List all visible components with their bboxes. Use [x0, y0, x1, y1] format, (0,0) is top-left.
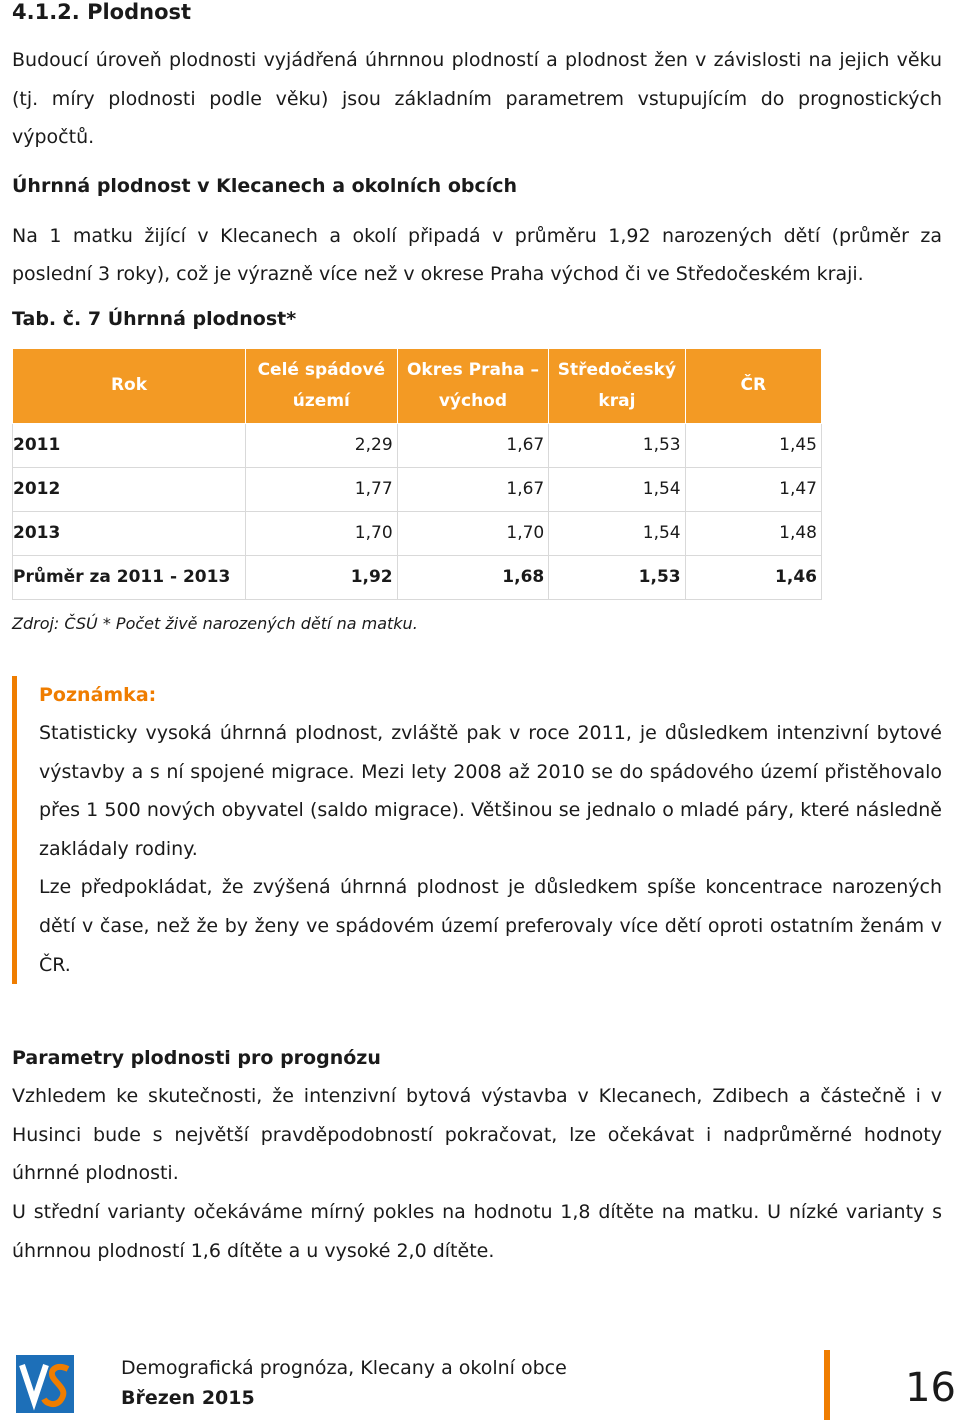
- table-cell: 1,54: [549, 511, 685, 555]
- table-row-average: [13, 555, 822, 599]
- table-header-row: [13, 348, 822, 423]
- page-number: 16: [905, 1365, 956, 1411]
- note-label: Poznámka:: [39, 683, 157, 706]
- note-paragraph-2: Lze předpokládat, že zvýšená úhrnná plodnost je důsledkem spíše koncentrace narozených dětí v čase, než že by ženy ve spádovém území preferovaly více dětí oproti ostatním ženám v ČR.: [39, 876, 942, 976]
- header-stredocesky-kraj: Středočeský kraj: [549, 348, 685, 423]
- fertility-table: [12, 348, 822, 600]
- table-cell: 1,68: [397, 555, 549, 599]
- table-row: [13, 511, 822, 555]
- table-cell: 1,67: [397, 423, 549, 467]
- table-row: [13, 423, 822, 467]
- table-cell: 1,47: [685, 467, 821, 511]
- footer-date: Březen 2015: [121, 1387, 255, 1409]
- table-cell: 1,67: [397, 467, 549, 511]
- page-footer: [0, 1345, 960, 1423]
- table-row: [13, 467, 822, 511]
- table-cell: 1,48: [685, 511, 821, 555]
- table-cell: 1,92: [246, 555, 398, 599]
- subheading-parameters: Parametry plodnosti pro prognózu: [12, 1047, 381, 1070]
- table-cell-year: 2011: [13, 423, 246, 467]
- table-cell: 1,53: [549, 555, 685, 599]
- parameters-paragraph-2: U střední varianty očekáváme mírný pokles na hodnotu 1,8 dítěte na matku. U nízké varianty s úhrnnou plodností 1,6 dítěte a u vysoké 2,0 dítěte.: [12, 1200, 942, 1262]
- parameters-paragraph-1: Vzhledem ke skutečnosti, že intenzivní bytová výstavba v Klecanech, Zdibech a částečně i v Husinci bude s největší pravděpodobností pokračovat, lze očekávat i nadprůměrné hodnoty úhrnné plodnosti.: [12, 1085, 942, 1185]
- header-spadove-uzemi: Celé spádové území: [246, 348, 398, 423]
- table-cell: 1,70: [397, 511, 549, 555]
- note-box: [12, 676, 942, 984]
- note-paragraph-1: Statisticky vysoká úhrnná plodnost, zvláště pak v roce 2011, je důsledkem intenzivní bytové výstavby a s ní spojené migrace. Mezi lety 2008 až 2010 se do spádového území přistěhovalo přes 1 500 nových obyvatel (saldo migrace). Většinou se jednalo o mladé páry, které následně zakládaly rodiny.: [39, 721, 942, 860]
- vs-logo-icon: [16, 1355, 74, 1413]
- header-okres-praha-vychod: Okres Praha – východ: [397, 348, 549, 423]
- document-page: [12, 0, 942, 1270]
- header-cr: ČR: [685, 348, 821, 423]
- fertility-paragraph: Na 1 matku žijící v Klecanech a okolí připadá v průměru 1,92 narozených dětí (průměr za poslední 3 roky), což je výrazně více než v okrese Praha východ či ve Středočeském kraji.: [12, 224, 942, 286]
- table-cell-year: 2012: [13, 467, 246, 511]
- table-cell: 1,45: [685, 423, 821, 467]
- table-source-note: Zdroj: ČSÚ * Počet živě narozených dětí na matku.: [12, 613, 418, 633]
- table-cell: 1,46: [685, 555, 821, 599]
- table-cell: 1,53: [549, 423, 685, 467]
- footer-document-title: Demografická prognóza, Klecany a okolní obce: [121, 1357, 567, 1379]
- table-cell: 1,70: [246, 511, 398, 555]
- footer-accent-rule: [824, 1350, 830, 1420]
- table-cell: 1,77: [246, 467, 398, 511]
- note-accent-bar: [12, 676, 17, 984]
- section-title: 4.1.2. Plodnost: [12, 0, 192, 24]
- intro-paragraph: Budoucí úroveň plodnosti vyjádřená úhrnnou plodností a plodnost žen v závislosti na jejich věku (tj. míry plodnosti podle věku) jsou základním parametrem vstupujícím do prognostických výpočtů.: [12, 49, 942, 149]
- table-caption: Tab. č. 7 Úhrnná plodnost*: [12, 307, 297, 330]
- table-cell: 2,29: [246, 423, 398, 467]
- table-cell-year: Průměr za 2011 - 2013: [13, 555, 246, 599]
- table-cell-year: 2013: [13, 511, 246, 555]
- header-rok: Rok: [13, 348, 246, 423]
- table-cell: 1,54: [549, 467, 685, 511]
- subheading-fertility-klecany: Úhrnná plodnost v Klecanech a okolních obcích: [12, 174, 518, 197]
